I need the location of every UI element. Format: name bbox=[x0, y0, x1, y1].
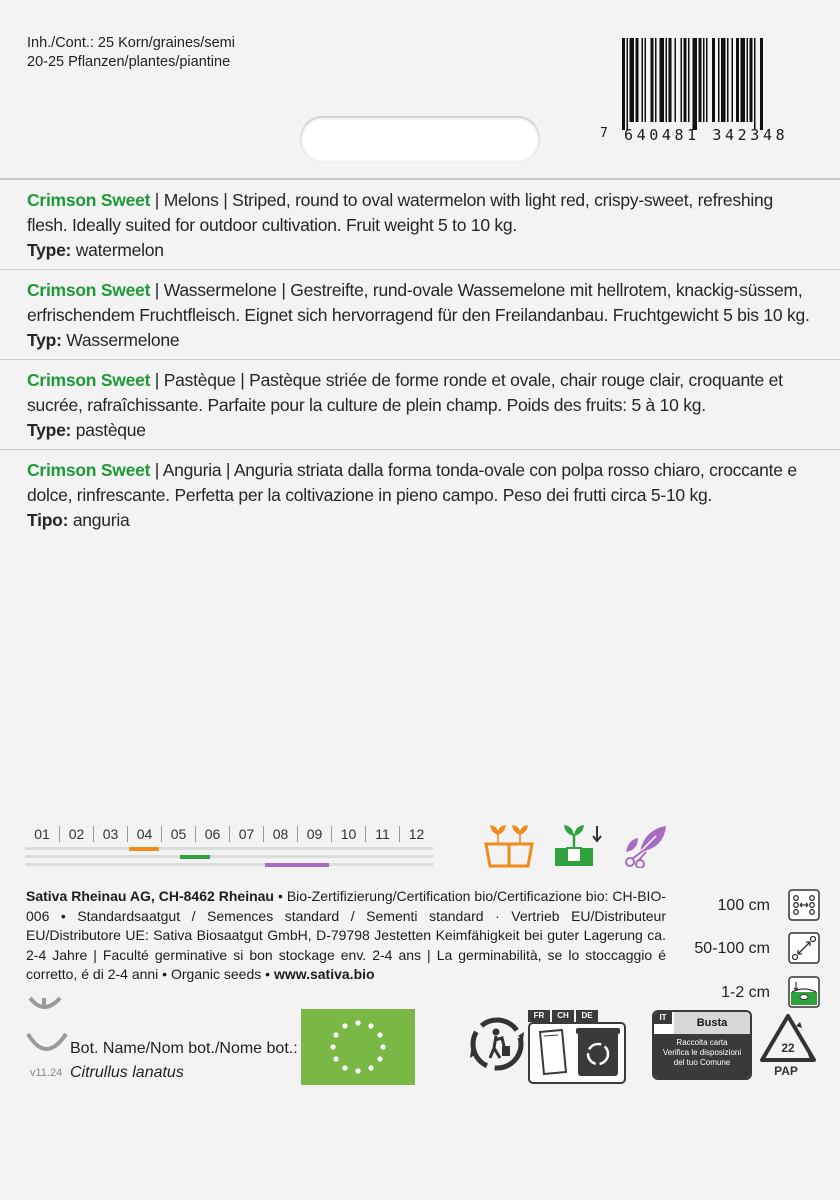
month-label: 12 bbox=[399, 826, 433, 842]
calendar-period-sowing-indoor bbox=[129, 847, 159, 851]
calendar-period-planting-out bbox=[180, 855, 210, 859]
type-label: Type: bbox=[27, 240, 72, 260]
tidyman-recycle-icon bbox=[470, 1008, 524, 1078]
calendar-period-harvest bbox=[265, 863, 329, 867]
barcode-bar bbox=[669, 38, 672, 122]
website-link[interactable]: www.sativa.bio bbox=[273, 966, 375, 982]
eu-organic-leaf-logo bbox=[301, 1009, 415, 1085]
barcode bbox=[600, 38, 820, 148]
busta-instructions bbox=[654, 1034, 750, 1078]
barcode-bar bbox=[727, 38, 729, 122]
type-label: Tipo: bbox=[27, 510, 69, 530]
description-de bbox=[0, 269, 840, 359]
type-value: watermelon bbox=[71, 240, 164, 260]
month-label: 05 bbox=[161, 826, 195, 842]
barcode-bar bbox=[703, 38, 705, 122]
pap-label: PAP bbox=[774, 1064, 798, 1078]
recycling-panel-it bbox=[652, 1010, 752, 1080]
plant-spacing bbox=[690, 932, 820, 966]
growing-calendar bbox=[25, 824, 435, 874]
barcode-bars bbox=[620, 38, 820, 130]
hang-hole bbox=[300, 116, 540, 162]
sowing-depth-value: 1-2 cm bbox=[721, 984, 770, 1001]
sowing-depth bbox=[690, 976, 820, 1010]
seed-tray-icon bbox=[482, 822, 536, 868]
barcode-bar bbox=[681, 38, 683, 122]
company-info bbox=[26, 887, 666, 985]
variety-name: Crimson Sweet bbox=[27, 370, 151, 390]
barcode-bar bbox=[636, 38, 639, 122]
row-spacing bbox=[690, 889, 820, 923]
month-label: 09 bbox=[297, 826, 331, 842]
month-label: 08 bbox=[263, 826, 297, 842]
barcode-bar bbox=[754, 38, 756, 130]
busta-line: Raccolta carta bbox=[676, 1038, 728, 1047]
flag-ch: CH bbox=[552, 1010, 574, 1022]
flag-fr: FR bbox=[528, 1010, 550, 1022]
descriptions bbox=[0, 178, 840, 539]
busta-title: Busta bbox=[674, 1012, 750, 1034]
description-text: | Melons | Striped, round to oval watermelon with light red, crispy-sweet, refreshing flesh. Ideally suited for outdoor cultivation. Fruit weight 5 to 10 kg. bbox=[27, 190, 773, 235]
barcode-digits: 640481 342348 bbox=[624, 126, 789, 144]
busta-line: del tuo Comune bbox=[673, 1058, 731, 1067]
month-label: 10 bbox=[331, 826, 365, 842]
barcode-bar bbox=[642, 38, 644, 122]
botanical-name: Citrullus lanatus bbox=[70, 1064, 184, 1081]
barcode-bar bbox=[660, 38, 665, 122]
month-label: 04 bbox=[127, 826, 161, 842]
month-label: 01 bbox=[34, 826, 50, 842]
barcode-bar bbox=[627, 38, 629, 130]
barcode-bar bbox=[645, 38, 647, 122]
barcode-bar bbox=[736, 38, 739, 122]
barcode-bar bbox=[622, 38, 625, 130]
version-code: v11.24 bbox=[30, 1067, 63, 1079]
description-en bbox=[0, 178, 840, 269]
flag-de: DE bbox=[576, 1010, 598, 1022]
barcode-bar bbox=[651, 38, 654, 122]
packet-contents bbox=[27, 34, 235, 72]
recycle-triangle-icon bbox=[758, 1012, 818, 1066]
description-text: | Pastèque | Pastèque striée de forme ronde et ovale, chair rouge clair, croquante et sucrée, rafraîchissante. Parfaite pour la culture de plein champ. Poids des fruits: 5 à 10 kg. bbox=[27, 370, 783, 415]
barcode-bar bbox=[718, 38, 720, 122]
barcode-bar bbox=[747, 38, 749, 122]
barcode-bar bbox=[699, 38, 702, 122]
pap-recycling-code bbox=[758, 1012, 818, 1082]
company-name: Sativa Rheinau AG, CH-8462 Rheinau bbox=[26, 888, 274, 904]
recycling-panel-fr-ch-de bbox=[528, 1010, 638, 1086]
calendar-track-harvest bbox=[25, 863, 433, 866]
type-label: Type: bbox=[27, 420, 72, 440]
variety-name: Crimson Sweet bbox=[27, 280, 151, 300]
barcode-bar bbox=[750, 38, 753, 122]
barcode-bar bbox=[712, 38, 715, 122]
type-value: anguria bbox=[68, 510, 130, 530]
month-label: 11 bbox=[365, 826, 399, 842]
barcode-first-digit: 7 bbox=[600, 126, 608, 141]
sowing-depth-icon bbox=[788, 976, 820, 1008]
plant-count: 20-25 Pflanzen/plantes/piantine bbox=[27, 54, 231, 70]
month-labels bbox=[25, 824, 435, 844]
barcode-bar bbox=[630, 38, 635, 122]
description-text: | Anguria | Anguria striata dalla forma tonda-ovale con polpa rosso chiaro, croccante e dolce, rinfrescante. Perfetta per la coltivazione in pieno campo. Peso dei frutti circa 5-10 kg. bbox=[27, 460, 797, 505]
moon-phase-icon bbox=[24, 994, 68, 1058]
barcode-bar bbox=[741, 38, 746, 122]
company-text: • Bio-Zertifizierung/Certification bio/Certificazione bio: CH-BIO-006 • Standardsaatgut / Semences standard / Sementi standard · Vertrieb EU/Distributeur EU/Distributore UE: Sativa Biosaatgut GmbH, D-79798 Jestetten Keimfähigkeit bei guter Lagerung ca. 2-4 Jahre | Faculté germinative si bon stockage env. 2-4 ans | La germinabilità, se lo stoccaggio é corretto, é di 2-4 anni • Organic seeds • bbox=[26, 888, 666, 982]
busta-line: Verifica le disposizioni bbox=[662, 1048, 742, 1057]
barcode-bar bbox=[721, 38, 726, 122]
plant-spacing-icon bbox=[788, 932, 820, 964]
barcode-bar bbox=[688, 38, 690, 122]
barcode-bar bbox=[655, 38, 657, 122]
variety-name: Crimson Sweet bbox=[27, 190, 151, 210]
scissors-leaf-icon bbox=[620, 822, 674, 868]
type-label: Typ: bbox=[27, 330, 62, 350]
variety-name: Crimson Sweet bbox=[27, 460, 151, 480]
seed-count: Inh./Cont.: 25 Korn/graines/semi bbox=[27, 35, 235, 51]
barcode-bar bbox=[684, 38, 687, 122]
barcode-bar bbox=[760, 38, 763, 130]
calendar-bars bbox=[25, 847, 435, 873]
plant-spacing-value: 50-100 cm bbox=[694, 940, 770, 957]
description-text: | Wassermelone | Gestreifte, rund-ovale Wassemelone mit hellrotem, knackig-süssem, erfrischendem Fruchtfleisch. Eignet sich hervorragend für den Freilandanbau. Fruchtgewicht 5 bis 10 kg. bbox=[27, 280, 810, 325]
paper-bin-icon bbox=[528, 1022, 638, 1084]
barcode-bar bbox=[732, 38, 734, 122]
barcode-bar bbox=[706, 38, 708, 122]
pap-number: 22 bbox=[781, 1041, 795, 1055]
calendar-track-planting bbox=[25, 855, 433, 858]
description-it bbox=[0, 449, 840, 539]
row-spacing-value: 100 cm bbox=[717, 897, 770, 914]
description-fr bbox=[0, 359, 840, 449]
flag-it: IT bbox=[654, 1012, 672, 1024]
botanical-label: Bot. Name/Nom bot./Nome bot.: bbox=[70, 1040, 298, 1057]
barcode-bar bbox=[675, 38, 677, 122]
month-label: 06 bbox=[195, 826, 229, 842]
month-label: 07 bbox=[229, 826, 263, 842]
month-label: 03 bbox=[93, 826, 127, 842]
month-label: 02 bbox=[59, 826, 93, 842]
barcode-bar bbox=[693, 38, 698, 130]
type-value: pastèque bbox=[71, 420, 146, 440]
calendar-track-sowing bbox=[25, 847, 433, 850]
type-value: Wassermelone bbox=[61, 330, 180, 350]
row-spacing-icon bbox=[788, 889, 820, 921]
barcode-bar bbox=[666, 38, 668, 122]
seedling-pot-icon bbox=[553, 822, 607, 868]
